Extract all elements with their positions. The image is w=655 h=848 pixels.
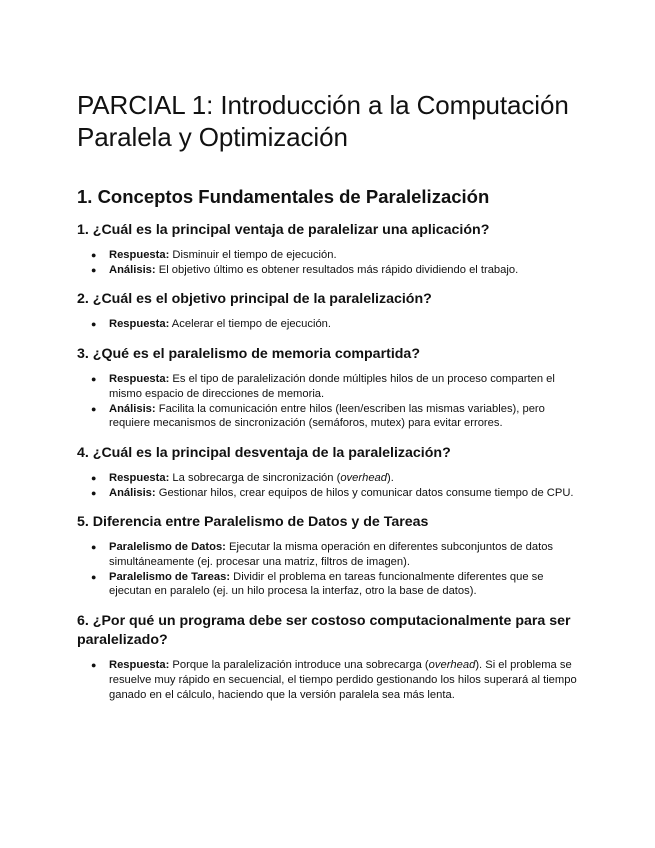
question-heading: 6. ¿Por qué un programa debe ser costoso computacionalmente para ser paralelizado?	[77, 613, 571, 649]
item-text-after: ). Si el problema se resuelve muy rápido en secuencial, el tiempo perdido gestionando los hilos superará al tiempo ganado en el cálculo, haciendo que la versión paralela sea más lenta.	[109, 659, 577, 701]
item-text: Porque la paralelización introduce una sobrecarga (	[169, 659, 429, 672]
list-item	[91, 372, 582, 401]
item-label: Respuesta:	[109, 249, 170, 261]
question-heading: 2. ¿Cuál es el objetivo principal de la paralelización?	[77, 291, 432, 308]
item-text: Facilita la comunicación entre hilos (leen/escriben las mismas variables), pero requiere mecanismos de sincronización (semáforos, mutex) para evitar errores.	[109, 402, 545, 430]
bullet-icon: ●	[91, 571, 97, 582]
item-text: Dividir el problema en tareas funcionalmente diferentes que se ejecutan en paralelo (ej. un hilo procesa la interfaz, otro la base de datos).	[109, 570, 544, 598]
bullet-icon: ●	[91, 250, 97, 260]
item-text: El objetivo último es obtener resultados más rápido dividiendo el trabajo.	[155, 263, 519, 276]
bullet-icon: ●	[91, 403, 97, 414]
answer-list	[77, 658, 582, 702]
item-text: La sobrecarga de sincronización (	[169, 471, 341, 484]
answer-list	[77, 471, 582, 500]
answer-list	[77, 317, 582, 332]
question-block	[77, 513, 582, 599]
question-heading: 5. Diferencia entre Paralelismo de Datos y de Tareas	[77, 514, 429, 531]
answer-list	[77, 372, 582, 431]
bullet-icon: ●	[91, 264, 97, 275]
question-heading: 4. ¿Cuál es la principal desventaja de la paralelización?	[77, 444, 451, 461]
bullet-icon: ●	[91, 542, 97, 553]
item-text: Gestionar hilos, crear equipos de hilos y comunicar datos consume tiempo de CPU.	[155, 486, 574, 499]
list-item	[91, 317, 582, 332]
item-text-after: ).	[386, 471, 394, 484]
question-block	[77, 345, 582, 431]
item-text: Disminuir el tiempo de ejecución.	[169, 249, 337, 261]
item-label: Respuesta:	[109, 373, 170, 386]
item-text: Ejecutar la misma operación en diferentes subconjuntos de datos simultáneamente (ej. procesar una matriz, filtros de imagen).	[109, 541, 554, 569]
question-block	[77, 444, 582, 500]
item-label: Respuesta:	[109, 471, 170, 484]
question-block	[77, 290, 582, 332]
bullet-icon: ●	[91, 374, 97, 385]
bullet-icon: ●	[91, 487, 97, 498]
list-item	[91, 263, 582, 278]
item-label: Análisis:	[109, 263, 156, 276]
item-label: Análisis:	[109, 486, 156, 499]
item-text: Es el tipo de paralelización donde múltiples hilos de un proceso comparten el mismo espacio de direcciones de memoria.	[109, 373, 555, 400]
question-block	[77, 612, 582, 702]
item-label: Respuesta:	[109, 318, 170, 331]
answer-list	[77, 540, 582, 599]
item-emphasis: overhead	[340, 471, 387, 484]
item-label: Respuesta:	[109, 659, 170, 672]
item-label: Paralelismo de Datos:	[109, 541, 226, 554]
section-heading: 1. Conceptos Fundamentales de Paralelización	[77, 186, 490, 207]
question-heading: 3. ¿Qué es el paralelismo de memoria compartida?	[77, 346, 420, 363]
question-block	[77, 221, 582, 277]
item-emphasis: overhead	[428, 659, 476, 672]
list-item	[91, 486, 582, 501]
list-item	[91, 658, 582, 702]
answer-list	[77, 248, 582, 277]
question-heading: 1. ¿Cuál es la principal ventaja de paralelizar una aplicación?	[77, 222, 490, 238]
list-item	[91, 570, 582, 599]
document-title: PARCIAL 1: Introducción a la Computación Paralela y Optimización	[77, 90, 569, 152]
list-item	[91, 248, 582, 263]
bullet-icon: ●	[91, 472, 97, 483]
bullet-icon: ●	[91, 660, 97, 671]
list-item	[91, 540, 582, 569]
document-page	[77, 89, 582, 702]
bullet-icon: ●	[91, 319, 97, 330]
item-label: Paralelismo de Tareas:	[109, 570, 231, 583]
list-item	[91, 471, 582, 486]
list-item	[91, 402, 582, 431]
item-label: Análisis:	[109, 402, 156, 415]
item-text: Acelerar el tiempo de ejecución.	[169, 318, 332, 331]
